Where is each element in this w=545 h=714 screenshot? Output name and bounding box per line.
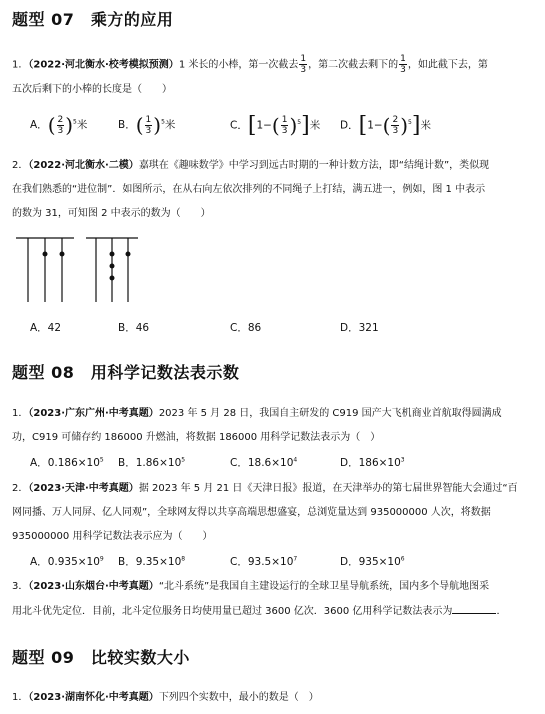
option-b: B．( $\frac{1}{3}$ )$^5$米 bbox=[118, 113, 176, 137]
question-source: （2023·湖南怀化·中考真题） bbox=[28, 692, 159, 703]
figure-2 bbox=[86, 238, 138, 302]
question-source: （2023·广东广州·中考真题） bbox=[28, 408, 159, 419]
question-text: “北斗系统”是我国自主建设运行的全球卫星导航系统，国内多个导航地图采 bbox=[158, 581, 490, 592]
option-c: C．86 bbox=[230, 322, 262, 334]
section-title-08: 题型 08 用科学记数法表示数 bbox=[12, 363, 240, 382]
figure-1-knots bbox=[43, 252, 65, 257]
question-5-line-2: 用北斗优先定位．目前，北斗定位服务日均使用量已超过 3600 亿次．3600 亿用科学记数法表示为 ． bbox=[12, 606, 507, 617]
question-6-line-1 bbox=[12, 691, 531, 705]
option-a: A．( $\frac{2}{3}$ )$^5$米 bbox=[30, 113, 88, 137]
option-a: A．$0.935\times 10^9$ bbox=[30, 555, 104, 568]
question-3-line-2: 功，C919 可储存约 186000 升燃油，将数据 186000 用科学记数法表示为（ ） bbox=[12, 432, 381, 443]
option-c: C．$18.6\times 10^4$ bbox=[230, 456, 298, 469]
question-number: 1． bbox=[12, 59, 29, 71]
figure-2-knots bbox=[110, 252, 131, 281]
figure-1 bbox=[16, 238, 74, 302]
question-number: 2． bbox=[12, 483, 29, 494]
question-4-line-1 bbox=[12, 482, 531, 496]
question-text: ，第二次截去剩下的 bbox=[308, 59, 399, 71]
option-a: A．$0.186\times 10^5$ bbox=[30, 456, 104, 469]
fraction-one-third: $\frac{1}{3}$ bbox=[400, 54, 406, 75]
question-text: 下列四个实数中，最小的数是（ ） bbox=[158, 692, 319, 703]
question-number: 1． bbox=[12, 408, 29, 419]
question-source: （2023·天津·中考真题） bbox=[28, 483, 139, 494]
question-source: （2022·河北衡水·校考模拟预测） bbox=[28, 59, 179, 71]
section-title-09: 题型 09 比较实数大小 bbox=[12, 648, 190, 667]
question-number: 1． bbox=[12, 692, 29, 703]
option-a: A．42 bbox=[30, 322, 62, 334]
question-2-line-2: 在我们熟悉的“进位制”．如图所示，在从右向左依次排列的不同绳子上打结，满五进一，例如，图 1 中表示 bbox=[12, 184, 486, 195]
option-d: D．$186\times 10^3$ bbox=[340, 456, 405, 469]
question-source: （2022·河北衡水·二模） bbox=[28, 160, 139, 171]
option-b: B．46 bbox=[118, 322, 150, 334]
option-d: D．[1−( $\frac{2}{3}$ )$^5$]米 bbox=[340, 113, 431, 138]
question-text: 据 2023 年 5 月 21 日《天津日报》报道，在天津举办的第七届世界智能大会通过“百 bbox=[138, 483, 518, 494]
question-text: 2023 年 5 月 28 日，我国自主研发的 C919 国产大飞机商业首航取得圆满成 bbox=[158, 408, 502, 419]
question-5-line-1 bbox=[12, 580, 531, 594]
question-number: 2． bbox=[12, 160, 29, 171]
option-c: C．[1−( $\frac{1}{3}$ )$^5$]米 bbox=[230, 113, 321, 138]
question-source: （2023·山东烟台·中考真题） bbox=[28, 581, 159, 592]
option-b: B．$9.35\times 10^8$ bbox=[118, 555, 186, 568]
option-d: D．$935\times 10^6$ bbox=[340, 555, 405, 568]
question-text: 嘉琪在《趣味数学》中学习到远古时期的一种计数方法，即“结绳计数”，类似现 bbox=[138, 160, 490, 171]
fraction-one-third: $\frac{1}{3}$ bbox=[300, 54, 307, 75]
question-1-line-2: 五次后剩下的小棒的长度是（ ） bbox=[12, 84, 172, 95]
question-3-line-1 bbox=[12, 407, 531, 421]
question-4-line-3: 935000000 用科学记数法表示应为（ ） bbox=[12, 531, 213, 542]
option-d: D．321 bbox=[340, 322, 379, 334]
question-text: ，如此截下去，第 bbox=[407, 59, 488, 71]
question-2-line-3: 的数为 31，可知图 2 中表示的数为（ ） bbox=[12, 208, 211, 219]
knot-counting-figure bbox=[14, 236, 154, 306]
section-title-07: 题型 07 乘方的应用 bbox=[12, 10, 174, 29]
option-b: B．$1.86\times 10^5$ bbox=[118, 456, 186, 469]
question-number: 3． bbox=[12, 581, 29, 592]
question-4-line-2: 网同播、万人同屏、亿人同观”，全球网友得以共享高端思想盛宴，总浏览量达到 935000000 人次，将数据 bbox=[12, 507, 491, 518]
question-1-line-1 bbox=[12, 54, 531, 75]
question-text: 1 米长的小棒，第一次截去 bbox=[178, 59, 299, 71]
answer-blank[interactable] bbox=[452, 604, 496, 614]
option-c: C．$93.5\times 10^7$ bbox=[230, 555, 298, 568]
question-2-line-1 bbox=[12, 159, 531, 173]
